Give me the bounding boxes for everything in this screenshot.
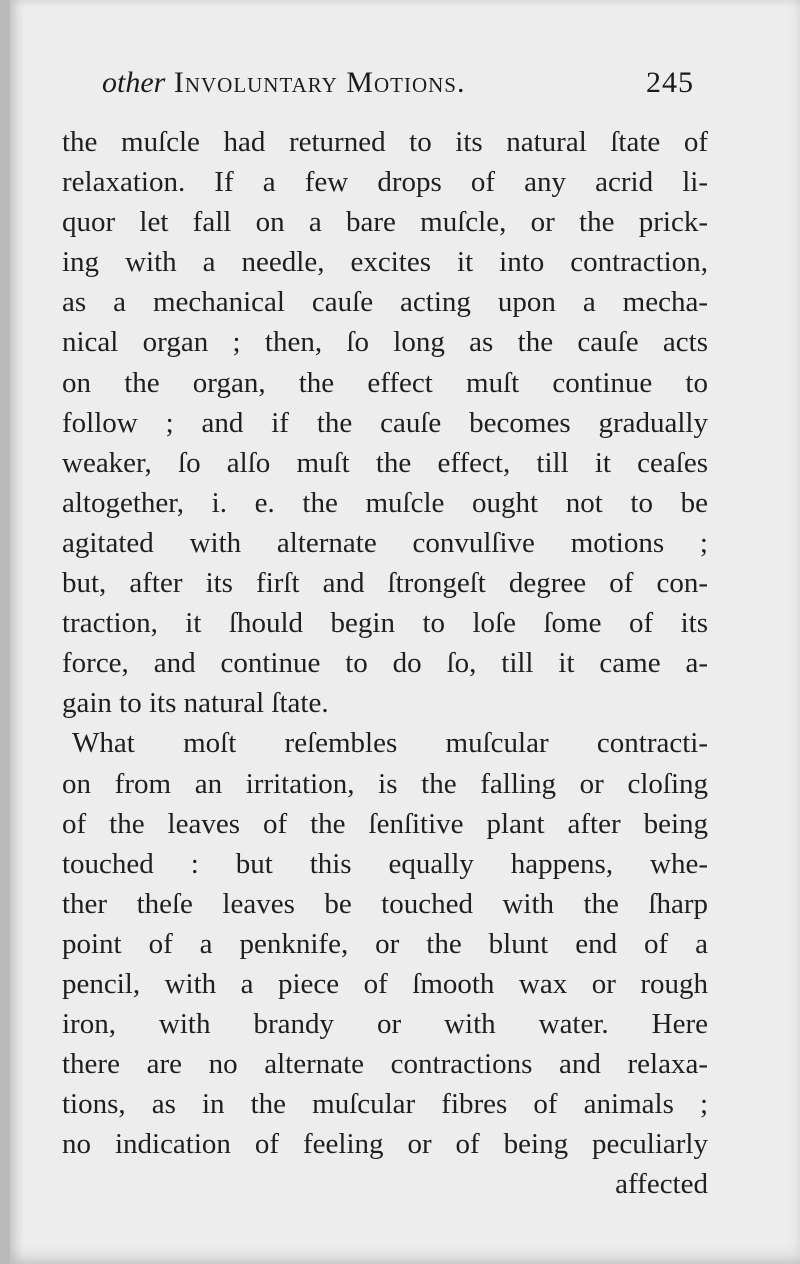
page-header [102,66,702,110]
text-line: nical organ ; then, ſo long as the cauſe acts [62,326,708,359]
text-line: relaxation. If a few drops of any acrid li- [62,166,708,199]
text-line: on from an irritation, is the falling or cloſing [62,767,708,800]
text-line: ing with a needle, excites it into contraction, [62,246,708,279]
text-line: follow ; and if the cauſe becomes gradually [62,406,708,439]
text-line: gain to its natural ſtate. [62,687,329,720]
running-head [102,66,465,100]
running-head-italic: other [102,66,166,99]
body-text [62,122,708,1205]
text-line: but, after its firſt and ſtrongeſt degree of con- [62,567,708,600]
running-head-title: Involuntary Motions. [173,66,466,99]
text-line: ther theſe leaves be touched with the ſharp [62,887,708,920]
text-line: agitated with alternate convulſive motions ; [62,526,708,559]
page-number: 245 [646,66,694,99]
text-line: point of a penknife, or the blunt end of a [62,927,708,960]
text-line: weaker, ſo alſo muſt the effect, till it ceaſes [62,446,708,479]
text-line: there are no alternate contractions and relaxa- [62,1048,708,1081]
text-line: quor let fall on a bare muſcle, or the prick- [62,206,708,239]
text-line: altogether, i. e. the muſcle ought not to be [62,486,708,519]
text-line: touched : but this equally happens, whe- [62,847,708,880]
text-line: on the organ, the effect muſt continue to [62,366,708,399]
text-line: of the leaves of the ſenſitive plant after being [62,807,708,840]
book-page [10,0,800,1264]
text-line: as a mechanical cauſe acting upon a mecha- [62,286,708,319]
paragraph-start-line: What moſt reſembles muſcular contracti- [72,727,708,760]
text-line: iron, with brandy or with water. Here [62,1008,708,1041]
text-line: no indication of feeling or of being peculiarly [62,1128,708,1161]
text-line: traction, it ſhould begin to loſe ſome of its [62,607,708,640]
text-line: tions, as in the muſcular fibres of animals ; [62,1088,708,1121]
catchword: affected [615,1168,708,1201]
text-line: pencil, with a piece of ſmooth wax or rough [62,967,708,1000]
text-line: the muſcle had returned to its natural ſtate of [62,126,708,158]
text-line: force, and continue to do ſo, till it came a- [62,647,708,680]
